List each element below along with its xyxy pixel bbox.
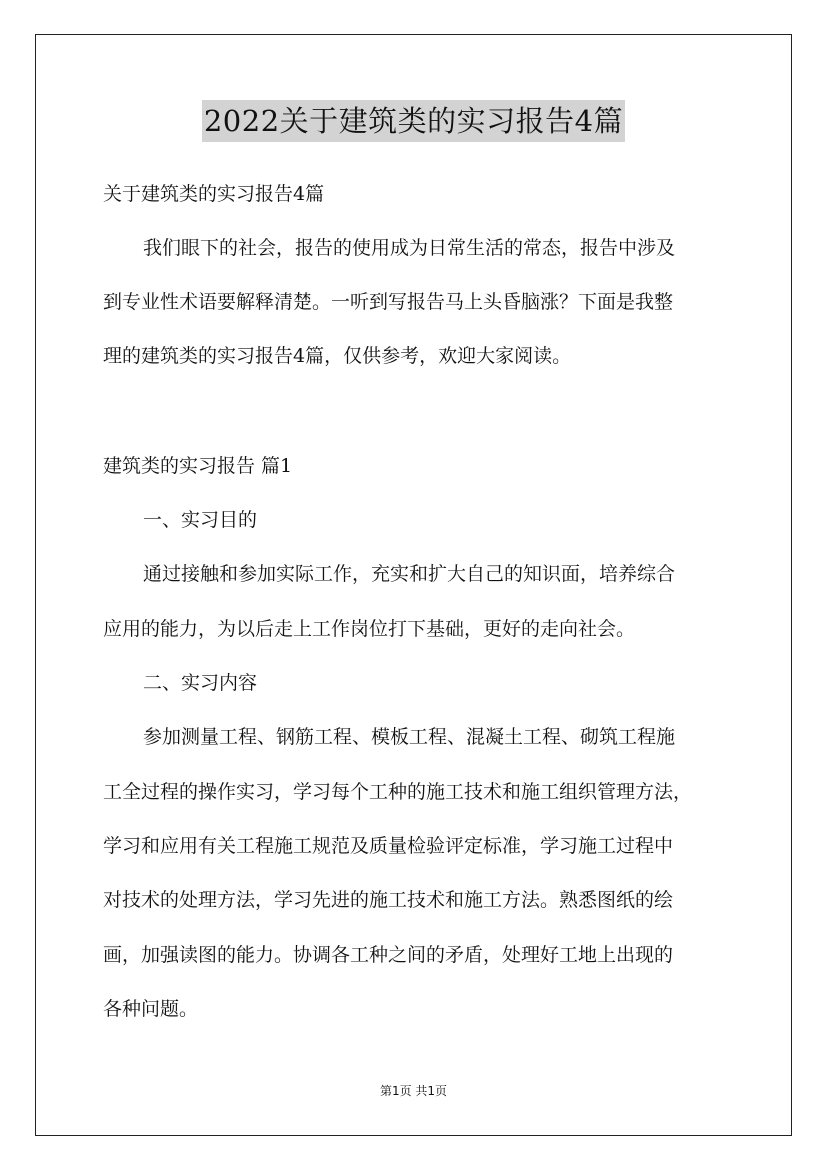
content-line: 各种问题。 xyxy=(103,998,199,1020)
purpose-line: 应用的能力，为以后走上工作岗位打下基础，更好的走向社会。 xyxy=(103,618,636,640)
intro-line: 我们眼下的社会，报告的使用成为日常生活的常态，报告中涉及 xyxy=(143,237,676,259)
purpose-line: 通过接触和参加实际工作，充实和扩大自己的知识面，培养综合 xyxy=(143,563,676,585)
title-container xyxy=(0,100,827,142)
content-line: 参加测量工程、钢筋工程、模板工程、混凝土工程、砌筑工程施 xyxy=(143,726,676,748)
content-line: 学习和应用有关工程施工规范及质量检验评定标准，学习施工过程中 xyxy=(103,835,674,857)
document-subtitle: 关于建筑类的实习报告4篇 xyxy=(103,183,325,205)
heading-content: 二、实习内容 xyxy=(143,672,258,694)
content-line: 对技术的处理方法，学习先进的施工技术和施工方法。熟悉图纸的绘 xyxy=(103,889,674,911)
heading-purpose: 一、实习目的 xyxy=(143,509,258,531)
section-title: 建筑类的实习报告 篇1 xyxy=(103,455,293,477)
content-line: 画，加强读图的能力。协调各工种之间的矛盾，处理好工地上出现的 xyxy=(103,944,674,966)
document-title: 2022关于建筑类的实习报告4篇 xyxy=(202,100,625,142)
intro-line: 理的建筑类的实习报告4篇，仅供参考，欢迎大家阅读。 xyxy=(103,345,572,367)
content-line: 工全过程的操作实习，学习每个工种的施工技术和施工组织管理方法， xyxy=(103,781,693,803)
page-footer: 第1页 共1页 xyxy=(379,1084,448,1098)
intro-line: 到专业性术语要解释清楚。一听到写报告马上头昏脑涨？下面是我整 xyxy=(103,291,674,313)
